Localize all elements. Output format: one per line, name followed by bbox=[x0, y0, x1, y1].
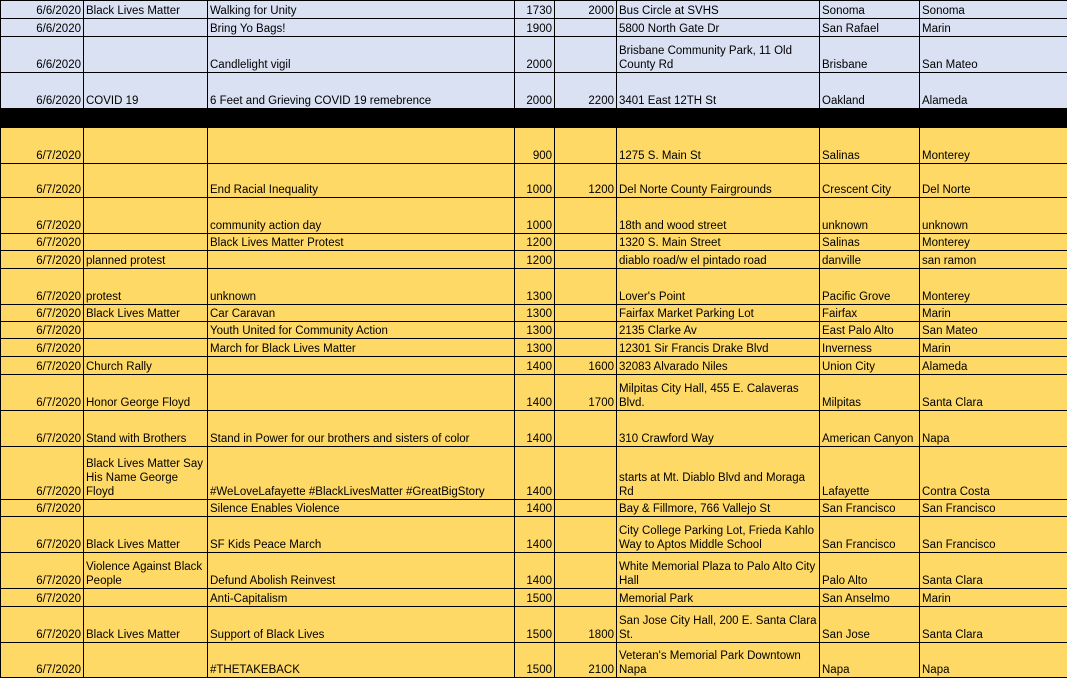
cell-group[interactable]: Black Lives Matter bbox=[84, 517, 208, 553]
cell-end-time[interactable] bbox=[555, 517, 617, 553]
cell-end-time[interactable] bbox=[555, 19, 617, 37]
cell-location[interactable]: Milpitas City Hall, 455 E. Calaveras Blvd. bbox=[617, 375, 820, 411]
cell-date[interactable]: 6/7/2020 bbox=[1, 128, 84, 164]
table-row bbox=[1, 1, 1067, 19]
cell-event[interactable] bbox=[208, 375, 515, 411]
cell-group[interactable]: Stand with Brothers bbox=[84, 411, 208, 447]
cell-end-time[interactable]: 1700 bbox=[555, 375, 617, 411]
cell-city[interactable]: Fairfax bbox=[820, 305, 920, 322]
cell-county[interactable]: Marin bbox=[920, 589, 1067, 607]
cell-city[interactable]: Brisbane bbox=[820, 37, 920, 73]
section-separator-row bbox=[1, 109, 1067, 128]
cell-location[interactable]: diablo road/w el pintado road bbox=[617, 251, 820, 269]
cell-start-time[interactable]: 1500 bbox=[515, 589, 555, 607]
cell-event[interactable]: #THETAKEBACK bbox=[208, 643, 515, 678]
cell-city[interactable]: East Palo Alto bbox=[820, 322, 920, 339]
cell-city[interactable]: Palo Alto bbox=[820, 553, 920, 589]
cell-event[interactable]: Stand in Power for our brothers and sisters of color bbox=[208, 411, 515, 447]
cell-group[interactable]: planned protest bbox=[84, 251, 208, 269]
cell-date[interactable]: 6/7/2020 bbox=[1, 251, 84, 269]
cell-county[interactable]: Monterey bbox=[920, 234, 1067, 251]
cell-start-time[interactable]: 1200 bbox=[515, 251, 555, 269]
table-row bbox=[1, 517, 1067, 553]
cell-start-time[interactable]: 1730 bbox=[515, 1, 555, 19]
cell-date[interactable]: 6/7/2020 bbox=[1, 269, 84, 305]
cell-start-time[interactable]: 1400 bbox=[515, 553, 555, 589]
cell-city[interactable]: Napa bbox=[820, 643, 920, 678]
cell-start-time[interactable]: 1000 bbox=[515, 198, 555, 234]
cell-event[interactable]: Defund Abolish Reinvest bbox=[208, 553, 515, 589]
cell-county[interactable]: unknown bbox=[920, 198, 1067, 234]
cell-end-time[interactable] bbox=[555, 411, 617, 447]
cell-location[interactable]: Bay & Fillmore, 766 Vallejo St bbox=[617, 500, 820, 517]
cell-group[interactable] bbox=[84, 643, 208, 678]
cell-event[interactable]: SF Kids Peace March bbox=[208, 517, 515, 553]
cell-group[interactable]: Black Lives Matter bbox=[84, 607, 208, 643]
cell-date[interactable]: 6/7/2020 bbox=[1, 500, 84, 517]
cell-start-time[interactable]: 1400 bbox=[515, 411, 555, 447]
cell-city[interactable]: Inverness bbox=[820, 339, 920, 357]
cell-end-time[interactable]: 2100 bbox=[555, 643, 617, 678]
cell-group[interactable] bbox=[84, 339, 208, 357]
cell-end-time[interactable] bbox=[555, 37, 617, 73]
cell-end-time[interactable] bbox=[555, 553, 617, 589]
cell-date[interactable]: 6/6/2020 bbox=[1, 73, 84, 109]
cell-date[interactable]: 6/7/2020 bbox=[1, 447, 84, 500]
cell-group[interactable]: Black Lives Matter bbox=[84, 305, 208, 322]
separator-cell[interactable] bbox=[1, 109, 84, 128]
cell-date[interactable]: 6/7/2020 bbox=[1, 234, 84, 251]
cell-location[interactable]: City College Parking Lot, Frieda Kahlo Way to Aptos Middle School bbox=[617, 517, 820, 553]
cell-county[interactable]: Marin bbox=[920, 305, 1067, 322]
cell-city[interactable]: Crescent City bbox=[820, 164, 920, 198]
separator-cell[interactable] bbox=[84, 109, 208, 128]
cell-start-time[interactable]: 1300 bbox=[515, 339, 555, 357]
cell-end-time[interactable]: 1800 bbox=[555, 607, 617, 643]
cell-start-time[interactable]: 2000 bbox=[515, 37, 555, 73]
cell-start-time[interactable]: 1400 bbox=[515, 517, 555, 553]
table-row bbox=[1, 269, 1067, 305]
cell-start-time[interactable]: 1300 bbox=[515, 322, 555, 339]
table-row bbox=[1, 375, 1067, 411]
cell-county[interactable]: Santa Clara bbox=[920, 375, 1067, 411]
cell-group[interactable] bbox=[84, 500, 208, 517]
cell-date[interactable]: 6/7/2020 bbox=[1, 357, 84, 375]
cell-location[interactable]: 1275 S. Main St bbox=[617, 128, 820, 164]
cell-end-time[interactable] bbox=[555, 339, 617, 357]
cell-event[interactable]: Support of Black Lives bbox=[208, 607, 515, 643]
table-row bbox=[1, 589, 1067, 607]
cell-city[interactable]: danville bbox=[820, 251, 920, 269]
cell-event[interactable]: Youth United for Community Action bbox=[208, 322, 515, 339]
separator-cell[interactable] bbox=[820, 109, 920, 128]
cell-city[interactable]: Milpitas bbox=[820, 375, 920, 411]
cell-county[interactable]: Contra Costa bbox=[920, 447, 1067, 500]
cell-county[interactable]: Alameda bbox=[920, 357, 1067, 375]
cell-group[interactable] bbox=[84, 322, 208, 339]
cell-location[interactable]: 1320 S. Main Street bbox=[617, 234, 820, 251]
cell-city[interactable]: Oakland bbox=[820, 73, 920, 109]
cell-start-time[interactable]: 1200 bbox=[515, 234, 555, 251]
cell-location[interactable]: 5800 North Gate Dr bbox=[617, 19, 820, 37]
cell-location[interactable]: White Memorial Plaza to Palo Alto City Hall bbox=[617, 553, 820, 589]
separator-cell[interactable] bbox=[920, 109, 1067, 128]
cell-county[interactable]: Del Norte bbox=[920, 164, 1067, 198]
cell-start-time[interactable]: 1400 bbox=[515, 500, 555, 517]
cell-city[interactable]: Union City bbox=[820, 357, 920, 375]
cell-date[interactable]: 6/7/2020 bbox=[1, 643, 84, 678]
separator-cell[interactable] bbox=[617, 109, 820, 128]
cell-group[interactable] bbox=[84, 589, 208, 607]
table-row bbox=[1, 251, 1067, 269]
cell-date[interactable]: 6/7/2020 bbox=[1, 589, 84, 607]
cell-event[interactable]: End Racial Inequality bbox=[208, 164, 515, 198]
cell-event[interactable]: Car Caravan bbox=[208, 305, 515, 322]
cell-start-time[interactable]: 1300 bbox=[515, 269, 555, 305]
table-row bbox=[1, 164, 1067, 198]
cell-city[interactable]: Salinas bbox=[820, 234, 920, 251]
cell-event[interactable] bbox=[208, 357, 515, 375]
cell-county[interactable]: san ramon bbox=[920, 251, 1067, 269]
cell-county[interactable]: Marin bbox=[920, 339, 1067, 357]
cell-start-time[interactable]: 2000 bbox=[515, 73, 555, 109]
cell-event[interactable]: unknown bbox=[208, 269, 515, 305]
table-row bbox=[1, 357, 1067, 375]
cell-location[interactable]: 3401 East 12TH St bbox=[617, 73, 820, 109]
cell-group[interactable]: Black Lives Matter Say His Name George Floyd bbox=[84, 447, 208, 500]
cell-location[interactable]: San Jose City Hall, 200 E. Santa Clara St. bbox=[617, 607, 820, 643]
cell-city[interactable]: Pacific Grove bbox=[820, 269, 920, 305]
cell-date[interactable]: 6/6/2020 bbox=[1, 37, 84, 73]
table-row bbox=[1, 447, 1067, 500]
cell-location[interactable]: Lover's Point bbox=[617, 269, 820, 305]
table-row bbox=[1, 500, 1067, 517]
cell-event[interactable]: Black Lives Matter Protest bbox=[208, 234, 515, 251]
cell-end-time[interactable] bbox=[555, 589, 617, 607]
cell-end-time[interactable] bbox=[555, 128, 617, 164]
cell-end-time[interactable] bbox=[555, 198, 617, 234]
cell-end-time[interactable]: 2200 bbox=[555, 73, 617, 109]
table-row bbox=[1, 411, 1067, 447]
cell-group[interactable] bbox=[84, 198, 208, 234]
cell-date[interactable]: 6/7/2020 bbox=[1, 164, 84, 198]
cell-group[interactable]: Church Rally bbox=[84, 357, 208, 375]
cell-date[interactable]: 6/7/2020 bbox=[1, 607, 84, 643]
cell-group[interactable] bbox=[84, 128, 208, 164]
cell-start-time[interactable]: 900 bbox=[515, 128, 555, 164]
cell-event[interactable]: Anti-Capitalism bbox=[208, 589, 515, 607]
cell-group[interactable]: COVID 19 bbox=[84, 73, 208, 109]
cell-end-time[interactable] bbox=[555, 269, 617, 305]
cell-county[interactable]: Napa bbox=[920, 411, 1067, 447]
table-row bbox=[1, 553, 1067, 589]
table-row bbox=[1, 339, 1067, 357]
cell-county[interactable]: Monterey bbox=[920, 269, 1067, 305]
cell-county[interactable]: Monterey bbox=[920, 128, 1067, 164]
cell-group[interactable]: protest bbox=[84, 269, 208, 305]
cell-city[interactable]: San Jose bbox=[820, 607, 920, 643]
cell-start-time[interactable]: 1400 bbox=[515, 447, 555, 500]
cell-end-time[interactable]: 1600 bbox=[555, 357, 617, 375]
cell-end-time[interactable]: 2000 bbox=[555, 1, 617, 19]
cell-event[interactable] bbox=[208, 128, 515, 164]
cell-end-time[interactable] bbox=[555, 234, 617, 251]
table-row bbox=[1, 234, 1067, 251]
cell-location[interactable]: 18th and wood street bbox=[617, 198, 820, 234]
cell-county[interactable]: Marin bbox=[920, 19, 1067, 37]
separator-cell[interactable] bbox=[555, 109, 617, 128]
cell-event[interactable]: 6 Feet and Grieving COVID 19 remebrence bbox=[208, 73, 515, 109]
cell-group[interactable] bbox=[84, 37, 208, 73]
table-row bbox=[1, 643, 1067, 678]
cell-location[interactable]: Fairfax Market Parking Lot bbox=[617, 305, 820, 322]
cell-end-time[interactable] bbox=[555, 305, 617, 322]
cell-city[interactable]: American Canyon bbox=[820, 411, 920, 447]
cell-county[interactable]: San Mateo bbox=[920, 37, 1067, 73]
cell-location[interactable]: Memorial Park bbox=[617, 589, 820, 607]
cell-group[interactable] bbox=[84, 164, 208, 198]
cell-county[interactable]: San Francisco bbox=[920, 517, 1067, 553]
cell-start-time[interactable]: 1500 bbox=[515, 643, 555, 678]
cell-city[interactable]: San Francisco bbox=[820, 517, 920, 553]
cell-county[interactable]: San Francisco bbox=[920, 500, 1067, 517]
cell-location[interactable]: 32083 Alvarado Niles bbox=[617, 357, 820, 375]
cell-county[interactable]: Alameda bbox=[920, 73, 1067, 109]
cell-county[interactable]: Napa bbox=[920, 643, 1067, 678]
table-row bbox=[1, 37, 1067, 73]
cell-start-time[interactable]: 1400 bbox=[515, 357, 555, 375]
cell-event[interactable]: Walking for Unity bbox=[208, 1, 515, 19]
cell-start-time[interactable]: 1000 bbox=[515, 164, 555, 198]
cell-start-time[interactable]: 1900 bbox=[515, 19, 555, 37]
cell-date[interactable]: 6/7/2020 bbox=[1, 411, 84, 447]
cell-group[interactable] bbox=[84, 234, 208, 251]
cell-date[interactable]: 6/7/2020 bbox=[1, 553, 84, 589]
cell-end-time[interactable]: 1200 bbox=[555, 164, 617, 198]
cell-start-time[interactable]: 1400 bbox=[515, 375, 555, 411]
cell-group[interactable]: Violence Against Black People bbox=[84, 553, 208, 589]
cell-event[interactable]: March for Black Lives Matter bbox=[208, 339, 515, 357]
cell-location[interactable]: 12301 Sir Francis Drake Blvd bbox=[617, 339, 820, 357]
cell-start-time[interactable]: 1300 bbox=[515, 305, 555, 322]
cell-event[interactable]: community action day bbox=[208, 198, 515, 234]
cell-event[interactable] bbox=[208, 251, 515, 269]
cell-event[interactable]: #WeLoveLafayette #BlackLivesMatter #GreatBigStory bbox=[208, 447, 515, 500]
cell-city[interactable]: San Rafael bbox=[820, 19, 920, 37]
table-row bbox=[1, 19, 1067, 37]
cell-end-time[interactable] bbox=[555, 447, 617, 500]
cell-city[interactable]: unknown bbox=[820, 198, 920, 234]
table-row bbox=[1, 73, 1067, 109]
cell-group[interactable]: Honor George Floyd bbox=[84, 375, 208, 411]
cell-date[interactable]: 6/7/2020 bbox=[1, 375, 84, 411]
cell-county[interactable]: Santa Clara bbox=[920, 553, 1067, 589]
cell-date[interactable]: 6/7/2020 bbox=[1, 305, 84, 322]
cell-location[interactable]: Del Norte County Fairgrounds bbox=[617, 164, 820, 198]
table-row bbox=[1, 305, 1067, 322]
cell-location[interactable]: 2135 Clarke Av bbox=[617, 322, 820, 339]
cell-end-time[interactable] bbox=[555, 322, 617, 339]
cell-city[interactable]: Salinas bbox=[820, 128, 920, 164]
cell-date[interactable]: 6/7/2020 bbox=[1, 198, 84, 234]
cell-group[interactable]: Black Lives Matter bbox=[84, 1, 208, 19]
table-row bbox=[1, 607, 1067, 643]
cell-location[interactable]: Bus Circle at SVHS bbox=[617, 1, 820, 19]
cell-date[interactable]: 6/7/2020 bbox=[1, 339, 84, 357]
table-row bbox=[1, 128, 1067, 164]
table-row bbox=[1, 198, 1067, 234]
cell-county[interactable]: San Mateo bbox=[920, 322, 1067, 339]
cell-date[interactable]: 6/7/2020 bbox=[1, 517, 84, 553]
cell-location[interactable]: starts at Mt. Diablo Blvd and Moraga Rd bbox=[617, 447, 820, 500]
table-row bbox=[1, 322, 1067, 339]
cell-date[interactable]: 6/7/2020 bbox=[1, 322, 84, 339]
cell-start-time[interactable]: 1500 bbox=[515, 607, 555, 643]
cell-city[interactable]: San Francisco bbox=[820, 500, 920, 517]
cell-county[interactable]: Sonoma bbox=[920, 1, 1067, 19]
separator-cell[interactable] bbox=[515, 109, 555, 128]
cell-city[interactable]: San Anselmo bbox=[820, 589, 920, 607]
cell-location[interactable]: Veteran's Memorial Park Downtown Napa bbox=[617, 643, 820, 678]
cell-location[interactable]: Brisbane Community Park, 11 Old County Rd bbox=[617, 37, 820, 73]
cell-city[interactable]: Lafayette bbox=[820, 447, 920, 500]
cell-end-time[interactable] bbox=[555, 251, 617, 269]
cell-city[interactable]: Sonoma bbox=[820, 1, 920, 19]
cell-county[interactable]: Santa Clara bbox=[920, 607, 1067, 643]
cell-group[interactable] bbox=[84, 19, 208, 37]
separator-cell[interactable] bbox=[208, 109, 515, 128]
cell-event[interactable]: Bring Yo Bags! bbox=[208, 19, 515, 37]
cell-location[interactable]: 310 Crawford Way bbox=[617, 411, 820, 447]
cell-event[interactable]: Candlelight vigil bbox=[208, 37, 515, 73]
cell-event[interactable]: Silence Enables Violence bbox=[208, 500, 515, 517]
cell-date[interactable]: 6/6/2020 bbox=[1, 1, 84, 19]
cell-date[interactable]: 6/6/2020 bbox=[1, 19, 84, 37]
cell-end-time[interactable] bbox=[555, 500, 617, 517]
